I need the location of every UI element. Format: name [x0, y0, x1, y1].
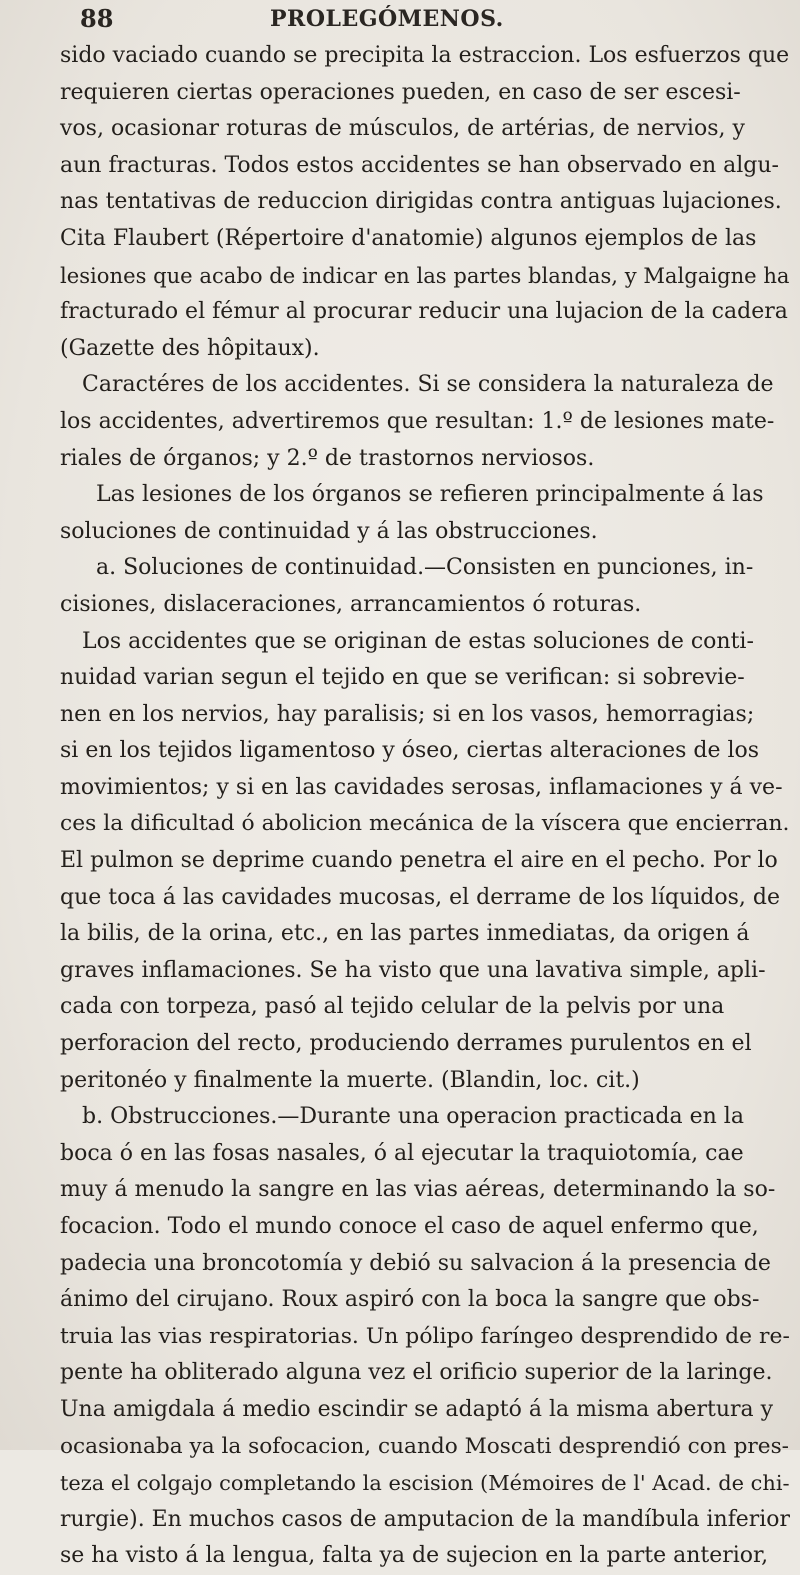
text-line: si en los tejidos ligamentoso y óseo, ciertas alteraciones de los [60, 738, 760, 764]
text-line: perforacion del recto, produciendo derrames purulentos en el [60, 1031, 752, 1057]
text-line: requieren ciertas operaciones pueden, en caso de ser escesi- [60, 79, 741, 105]
page-header [80, 0, 720, 40]
section-heading-line: Caractéres de los accidentes. Si se considera la naturaleza de [82, 372, 774, 398]
text-line: fracturado el fémur al procurar reducir una lujacion de la cadera [60, 299, 788, 325]
text-line: vos, ocasionar roturas de músculos, de artérias, de nervios, y [60, 116, 745, 142]
text-line: focacion. Todo el mundo conoce el caso de aquel enfermo que, [60, 1214, 759, 1239]
body-text [60, 38, 800, 1575]
text-line: truia las vias respiratorias. Un pólipo faríngeo desprendido de re- [60, 1323, 790, 1349]
text-line: muy á menudo la sangre en las vias aéreas, determinando la so- [60, 1177, 776, 1203]
text-line: se ha visto á la lengua, falta ya de sujecion en la parte anterior, [60, 1543, 769, 1569]
text-line: soluciones de continuidad y á las obstrucciones. [60, 518, 598, 544]
text-line: los accidentes, advertiremos que resultan: 1.º de lesiones mate- [60, 408, 775, 434]
text-line: Una amigdala á medio escindir se adaptó á la misma abertura y [60, 1396, 774, 1422]
text-line: ocasionaba ya la sofocacion, cuando Moscati desprendió con pres- [60, 1433, 789, 1459]
text-line: nuidad varian segun el tejido en que se verifican: si sobrevie- [60, 665, 745, 691]
text-line: sido vaciado cuando se precipita la estraccion. Los esfuerzos que [60, 43, 790, 68]
text-line: pente ha obliterado alguna vez el orificio superior de la laringe. [60, 1360, 773, 1386]
text-line: El pulmon se deprime cuando penetra el aire en el pecho. Por lo [60, 848, 778, 874]
text-line: aun fracturas. Todos estos accidentes se han observado en algu- [60, 152, 779, 178]
subsection-heading-line: b. Obstrucciones.—Durante una operacion practicada en la [82, 1104, 744, 1130]
text-line: teza el colgajo completando la escision (Mémoires de l' Acad. de chi- [60, 1471, 790, 1496]
text-line: Cita Flaubert (Répertoire d'anatomie) algunos ejemplos de las [60, 225, 757, 251]
text-line: peritonéo y finalmente la muerte. (Blandin, loc. cit.) [60, 1067, 640, 1093]
text-line: boca ó en las fosas nasales, ó al ejecutar la traquiotomía, cae [60, 1140, 744, 1166]
text-line: movimientos; y si en las cavidades serosas, inflamaciones y á ve- [60, 774, 783, 800]
text-line: graves inflamaciones. Se ha visto que una lavativa simple, apli- [60, 957, 766, 983]
page-number: 88 [80, 4, 114, 33]
text-line: nen en los nervios, hay paralisis; si en los vasos, hemorragias; [60, 701, 755, 727]
text-line: cada con torpeza, pasó al tejido celular de la pelvis por una [60, 994, 725, 1020]
text-line: (Gazette des hôpitaux). [60, 335, 320, 361]
text-line: la bilis, de la orina, etc., en las partes inmediatas, da origen á [60, 921, 750, 947]
text-line: que toca á las cavidades mucosas, el derrame de los líquidos, de [60, 884, 780, 910]
text-line: cisiones, dislaceraciones, arrancamientos ó roturas. [60, 591, 642, 617]
text-line: ánimo del cirujano. Roux aspiró con la boca la sangre que obs- [60, 1287, 760, 1313]
text-line: rurgie). En muchos casos de amputacion de la mandíbula inferior [60, 1506, 790, 1532]
subsection-heading-line: a. Soluciones de continuidad.—Consisten en punciones, in- [96, 555, 754, 581]
text-line: Los accidentes que se originan de estas soluciones de conti- [82, 628, 754, 654]
running-title: PROLEGÓMENOS. [270, 6, 504, 32]
text-line: Las lesiones de los órganos se refieren principalmente á las [96, 482, 764, 508]
text-line: ces la dificultad ó abolicion mecánica de la víscera que encierran. [60, 811, 790, 837]
text-line: lesiones que acabo de indicar en las partes blandas, y Malgaigne ha [60, 262, 790, 288]
text-line: padecia una broncotomía y debió su salvacion á la presencia de [60, 1250, 771, 1276]
text-line: nas tentativas de reduccion dirigidas contra antiguas lujaciones. [60, 189, 782, 215]
text-line: riales de órganos; y 2.º de trastornos nerviosos. [60, 445, 595, 471]
